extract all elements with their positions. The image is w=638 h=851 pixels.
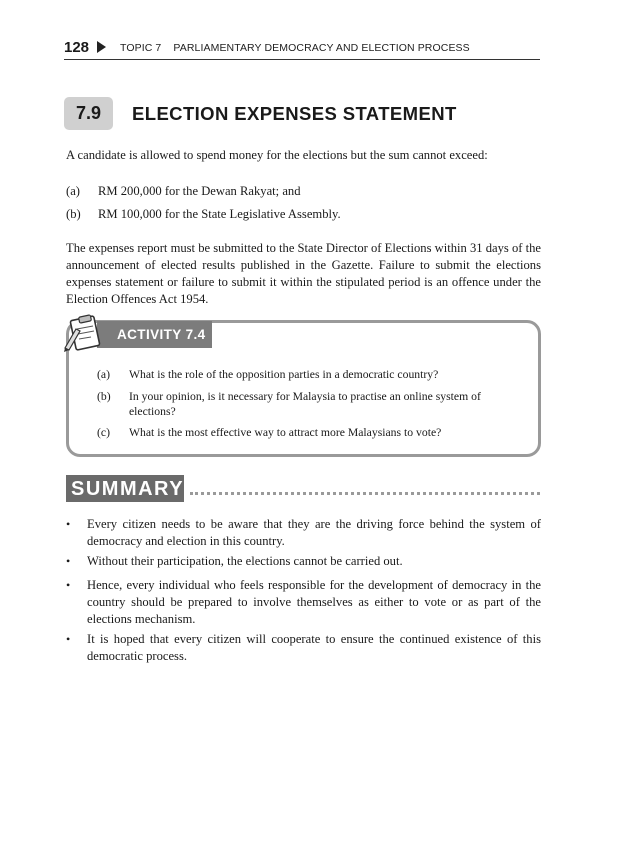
bullet-icon: • [66, 578, 71, 592]
summary-dotted-rule [190, 492, 540, 495]
bullet-text: Every citizen needs to be aware that they are the driving force behind the system of democracy and election in this country. [87, 517, 541, 548]
question-text: What is the role of the opposition parties in a democratic country? [129, 368, 439, 381]
running-header [64, 38, 540, 60]
activity-label: ACTIVITY 7.4 [117, 327, 206, 342]
section-number: 7.9 [64, 97, 113, 130]
bullet-icon: • [66, 554, 71, 568]
list-text: RM 200,000 for the Dewan Rakyat; and [98, 184, 301, 198]
bullet-icon: • [66, 632, 71, 646]
bullet-text: It is hoped that every citizen will cooperate to ensure the continued existence of this democratic process. [87, 632, 541, 663]
section-title: ELECTION EXPENSES STATEMENT [132, 103, 457, 124]
question-marker: (c) [97, 426, 110, 439]
intro-paragraph: A candidate is allowed to spend money for the elections but the sum cannot exceed: [66, 148, 488, 162]
question-text: In your opinion, is it necessary for Malaysia to practise an online system of elections? [129, 390, 481, 418]
arrow-right-icon [97, 41, 106, 53]
bullet-text: Hence, every individual who feels responsible for the development of democracy in the country should be prepared to involve themselves as either to vote or as part of the elections mechanism. [87, 578, 541, 626]
report-paragraph: The expenses report must be submitted to the State Director of Elections within 31 days of the announcement of elected results published in the Gazette. Failure to submit the elections expenses statement or failure to submit it within the stipulated period is an offence under the Election Offences Act 1954. [66, 241, 541, 306]
bullet-text: Without their participation, the elections cannot be carried out. [87, 554, 403, 568]
running-title: TOPIC 7 PARLIAMENTARY DEMOCRACY AND ELECTION PROCESS [120, 42, 470, 54]
list-marker: (a) [66, 184, 80, 198]
bullet-icon: • [66, 517, 71, 531]
list-marker: (b) [66, 207, 81, 221]
question-marker: (a) [97, 368, 110, 381]
list-text: RM 100,000 for the State Legislative Assembly. [98, 207, 341, 221]
question-text: What is the most effective way to attract more Malaysians to vote? [129, 426, 442, 439]
question-marker: (b) [97, 390, 111, 403]
clipboard-pencil-icon [62, 312, 108, 352]
page-number: 128 [64, 39, 90, 56]
summary-label: SUMMARY [71, 478, 185, 500]
